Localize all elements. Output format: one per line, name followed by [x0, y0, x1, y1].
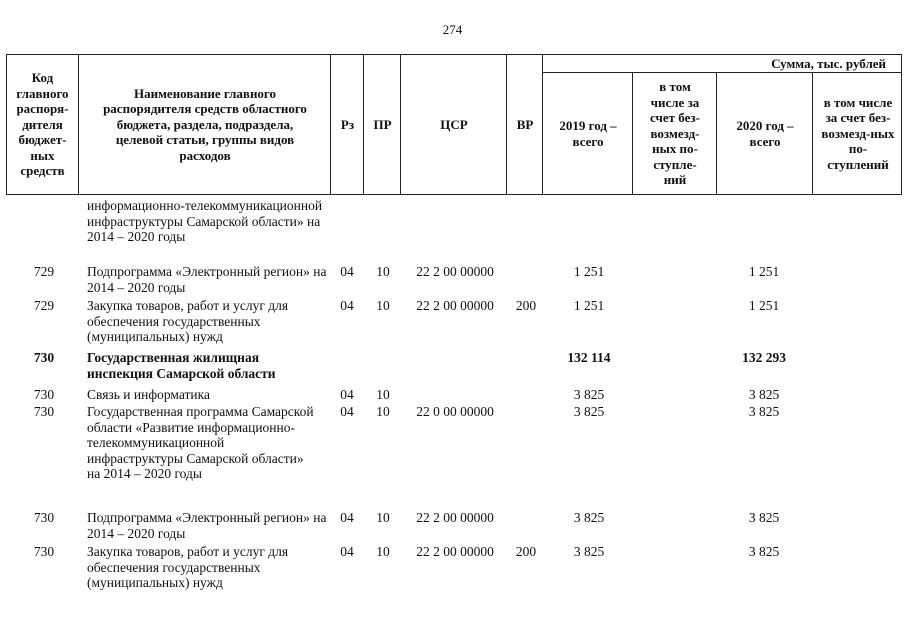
- header-divider: [542, 72, 902, 73]
- header-pr: ПР: [373, 116, 392, 132]
- header-sum-group: Сумма, тыс. рублей: [771, 55, 886, 71]
- row-csr: 22 2 00 00000: [416, 510, 494, 525]
- row-sum-2019: 1 251: [573, 264, 605, 279]
- row-pr: 10: [376, 387, 390, 402]
- row-pr: 10: [376, 544, 390, 559]
- page-number: 274: [442, 22, 463, 37]
- header-csr: ЦСР: [440, 116, 468, 132]
- header-rz: Рз: [340, 116, 355, 132]
- row-name: Закупка товаров, работ и услуг для обеспечения государственных (муниципальных) нужд: [87, 544, 289, 590]
- row-sum-2019: 1 251: [573, 298, 605, 313]
- row-name: Подпрограмма «Электронный регион» на 2014 – 2020 годы: [87, 510, 327, 541]
- header-divider: [812, 72, 813, 195]
- header-code: Код главного распоря-дителя бюджет-ных средств: [16, 70, 69, 179]
- row-name: Закупка товаров, работ и услуг для обеспечения государственных (муниципальных) нужд: [87, 298, 289, 344]
- header-divider: [330, 54, 331, 195]
- row-csr: 22 2 00 00000: [416, 264, 494, 279]
- header-2020-total: 2020 год – всего: [736, 118, 794, 149]
- row-csr: 22 0 00 00000: [416, 404, 494, 419]
- row-rz: 04: [340, 544, 354, 559]
- header-divider: [506, 54, 507, 195]
- header-2020-free: в том числе за счет без-возмезд-ных по-ступлений: [821, 94, 895, 172]
- row-sum-2020: 3 825: [748, 510, 780, 525]
- header-name: Наименование главного распорядителя средств областного бюджета, раздела, подраздела, целевой статьи, группы видов расходов: [103, 85, 307, 163]
- row-code: 730: [33, 350, 55, 365]
- row-sum-2020: 3 825: [748, 544, 780, 559]
- row-code: 730: [33, 387, 55, 402]
- row-sum-2020: 132 293: [742, 350, 786, 365]
- row-name: Государственная программа Самарской области «Развитие информационно-телекоммуникационной инфраструктуры Самарской области» на 2014 – 2020 годы: [87, 404, 314, 481]
- row-rz: 04: [340, 298, 354, 313]
- row-rz: 04: [340, 387, 354, 402]
- row-name: Связь и информатика: [87, 387, 210, 402]
- row-code: 730: [33, 510, 55, 525]
- header-divider: [632, 72, 633, 195]
- header-divider: [542, 54, 543, 195]
- row-sum-2019: 3 825: [573, 387, 605, 402]
- row-name: Подпрограмма «Электронный регион» на 2014 – 2020 годы: [87, 264, 327, 295]
- row-sum-2020: 3 825: [748, 404, 780, 419]
- row-sum-2020: 1 251: [748, 264, 780, 279]
- row-sum-2019: 132 114: [567, 350, 611, 365]
- header-2019-total: 2019 год – всего: [559, 118, 617, 149]
- row-sum-2020: 1 251: [748, 298, 780, 313]
- row-rz: 04: [340, 404, 354, 419]
- header-2019-free: в том числе за счет без-возмезд-ных по-ступле-ний: [650, 79, 700, 188]
- header-divider: [400, 54, 401, 195]
- header-divider: [363, 54, 364, 195]
- row-pr: 10: [376, 264, 390, 279]
- row-csr: 22 2 00 00000: [416, 298, 494, 313]
- row-name: информационно-телекоммуникационной инфраструктуры Самарской области» на 2014 – 2020 годы: [87, 198, 323, 244]
- row-csr: 22 2 00 00000: [416, 544, 494, 559]
- row-code: 730: [33, 404, 55, 419]
- header-divider: [716, 72, 717, 195]
- row-sum-2020: 3 825: [748, 387, 780, 402]
- header-divider: [78, 54, 79, 195]
- row-pr: 10: [376, 298, 390, 313]
- row-rz: 04: [340, 510, 354, 525]
- row-sum-2019: 3 825: [573, 510, 605, 525]
- row-pr: 10: [376, 404, 390, 419]
- row-code: 729: [33, 298, 55, 313]
- row-vr: 200: [515, 298, 537, 313]
- header-vr: ВР: [516, 116, 534, 132]
- row-sum-2019: 3 825: [573, 404, 605, 419]
- row-name: Государственная жилищная инспекция Самарской области: [87, 350, 276, 381]
- row-code: 730: [33, 544, 55, 559]
- row-rz: 04: [340, 264, 354, 279]
- row-sum-2019: 3 825: [573, 544, 605, 559]
- row-pr: 10: [376, 510, 390, 525]
- row-vr: 200: [515, 544, 537, 559]
- row-code: 729: [33, 264, 55, 279]
